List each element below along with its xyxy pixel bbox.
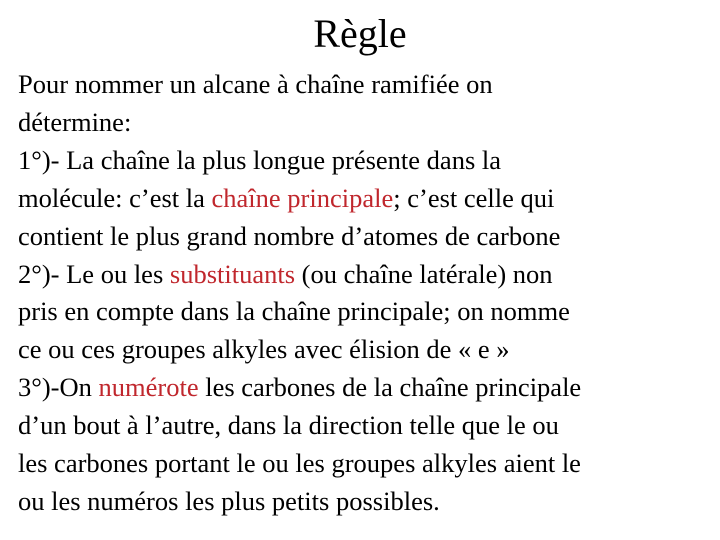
text-segment: contient le plus grand nombre d’atomes de carbone (18, 220, 561, 251)
text-segment: d’un bout à l’autre, dans la direction telle que le ou (18, 410, 559, 441)
text-segment: ou les numéros les plus petits possibles. (18, 485, 440, 516)
text-line (18, 445, 708, 483)
text-line (18, 407, 708, 445)
text-line (18, 483, 708, 521)
text-segment: ce ou ces groupes alkyles avec élision de « e » (18, 334, 510, 365)
text-line (18, 293, 708, 331)
text-segment: 2°)- Le ou les (18, 258, 170, 289)
highlight-term-numerote: numérote (98, 372, 199, 403)
text-segment: pris en compte dans la chaîne principale; on nomme (18, 296, 570, 327)
text-segment: Pour nommer un alcane à chaîne ramifiée on (18, 69, 493, 99)
text-line (18, 66, 708, 104)
text-line (18, 369, 708, 407)
slide-body (18, 66, 708, 521)
text-segment: les carbones portant le ou les groupes alkyles aient le (18, 448, 581, 479)
text-line (18, 104, 708, 142)
slide-title: Règle (313, 11, 407, 56)
text-line (18, 331, 708, 369)
text-segment: les carbones de la chaîne principale (198, 372, 582, 403)
text-line (18, 180, 708, 218)
highlight-term-chaine-principale: chaîne principale (211, 182, 394, 213)
text-segment: 1°)- La chaîne la plus longue présente dans la (18, 144, 502, 175)
text-line (18, 218, 708, 256)
text-line (18, 142, 708, 180)
text-line (18, 256, 708, 294)
text-segment: (ou chaîne latérale) non (295, 258, 553, 289)
highlight-term-substituants: substituants (169, 258, 296, 289)
text-segment: ; c’est celle qui (393, 182, 555, 213)
text-segment: détermine: (18, 106, 132, 137)
text-segment: 3°)-On (18, 372, 99, 403)
text-segment: molécule: c’est la (18, 182, 212, 213)
